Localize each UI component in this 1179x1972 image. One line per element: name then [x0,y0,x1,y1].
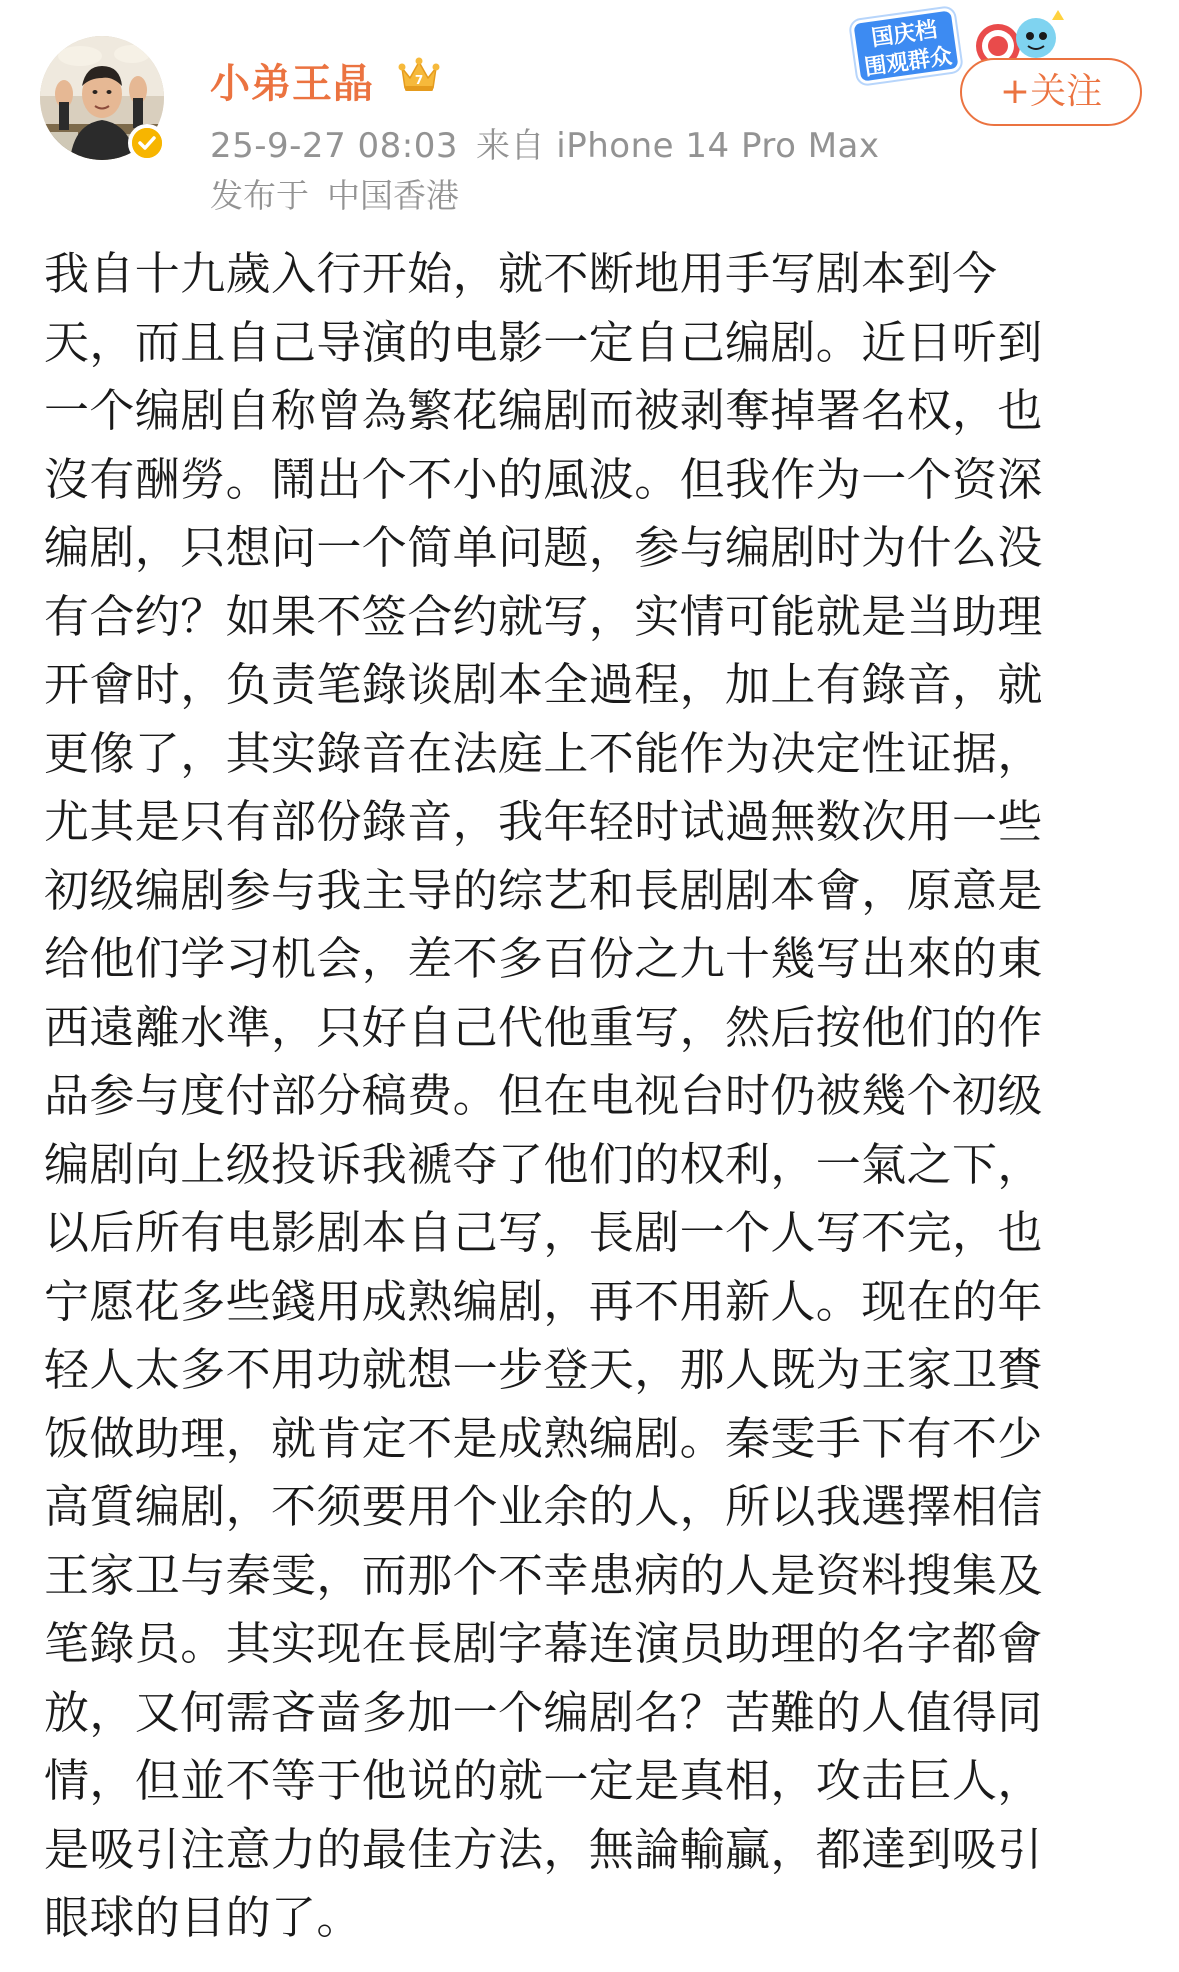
post-text-line: 宁愿花多些錢用成熟编剧，再不用新人。现在的年 [44,1274,1043,1328]
post-text-line: 眼球的目的了。 [44,1891,362,1944]
post-text-line: 是吸引注意力的最佳方法，無論輸贏，都達到吸引 [44,1822,1043,1876]
post-body [44,240,1144,1953]
post-text-line: 放，又何需吝啬多加一个编剧名？苦難的人值得同 [44,1685,1043,1739]
location-value: 中国香港 [327,176,459,215]
follow-button[interactable]: +关注 [960,58,1142,126]
post-text-line: 尤其是只有部份錄音，我年轻时试過無数次用一些 [44,795,1043,848]
post-text-line: 以后所有电影剧本自己写，長剧一个人写不完，也 [44,1206,1043,1259]
post-meta [210,118,880,167]
post-text-line: 有合约？如果不签合约就写，实情可能就是当助理 [44,589,1043,643]
post-text-line: 编剧向上级投诉我褫夺了他们的权利，一氣之下， [44,1137,1043,1191]
campaign-line-1: 国庆档 [869,17,939,52]
post-text-line: 品参与度付部分稿费。但在电视台时仍被幾个初级 [44,1069,1043,1122]
verified-badge-icon [128,124,166,162]
post-text-line: 轻人太多不用功就想一步登天，那人既为王家卫賚 [44,1343,1043,1396]
post-text-line: 饭做助理，就肯定不是成熟编剧。秦雯手下有不少 [44,1411,1043,1465]
post-text-line: 我自十九歲入行开始，就不断地用手写剧本到今 [44,247,998,300]
svg-text:7: 7 [414,73,424,87]
post-text-line: 西遠離水準，只好自己代他重写，然后按他们的作 [44,1000,1043,1054]
post-text-line: 编剧，只想问一个简单问题，参与编剧时为什么没 [44,521,1043,574]
post-text-line: 笔錄员。其实现在長剧字幕连演员助理的名字都會 [44,1617,1043,1670]
post-source: 来自 iPhone 14 Pro Max [476,126,880,166]
post-location [210,170,459,217]
post-text-line: 一个编剧自称曾為繁花编剧而被剥奪掉署名权，也 [44,384,1043,437]
campaign-line-2: 围观群众 [862,43,954,81]
post-text-line: 天，而且自己导演的电影一定自己编剧。近日听到 [44,315,1043,369]
post-text-line: 更像了，其实錄音在法庭上不能作为决定性证据， [44,726,1043,780]
campaign-label [850,7,962,85]
post-timestamp: 25-9-27 08:03 [210,126,458,166]
author-name[interactable]: 小弟王晶 [210,61,374,107]
post-text-line: 高質编剧，不须要用个业余的人，所以我選擇相信 [44,1480,1043,1533]
post-text-line: 沒有酬勞。鬧出个不小的風波。但我作为一个资深 [44,452,1043,506]
post-text-line: 情，但並不等于他说的就一定是真相，攻击巨人， [44,1754,1043,1807]
post-text-line: 给他们学习机会，差不多百份之九十幾写出來的東 [44,932,1043,985]
post-text-line: 初级编剧参与我主导的综艺和長剧剧本會，原意是 [44,863,1043,917]
post-text-line: 王家卫与秦雯，而那个不幸患病的人是资料搜集及 [44,1548,1043,1602]
post-text-line: 开會时，负责笔錄谈剧本全過程，加上有錄音，就 [44,658,1043,711]
post-header [0,0,1179,220]
crown-icon [398,56,440,94]
published-label: 发布于 [210,176,309,215]
